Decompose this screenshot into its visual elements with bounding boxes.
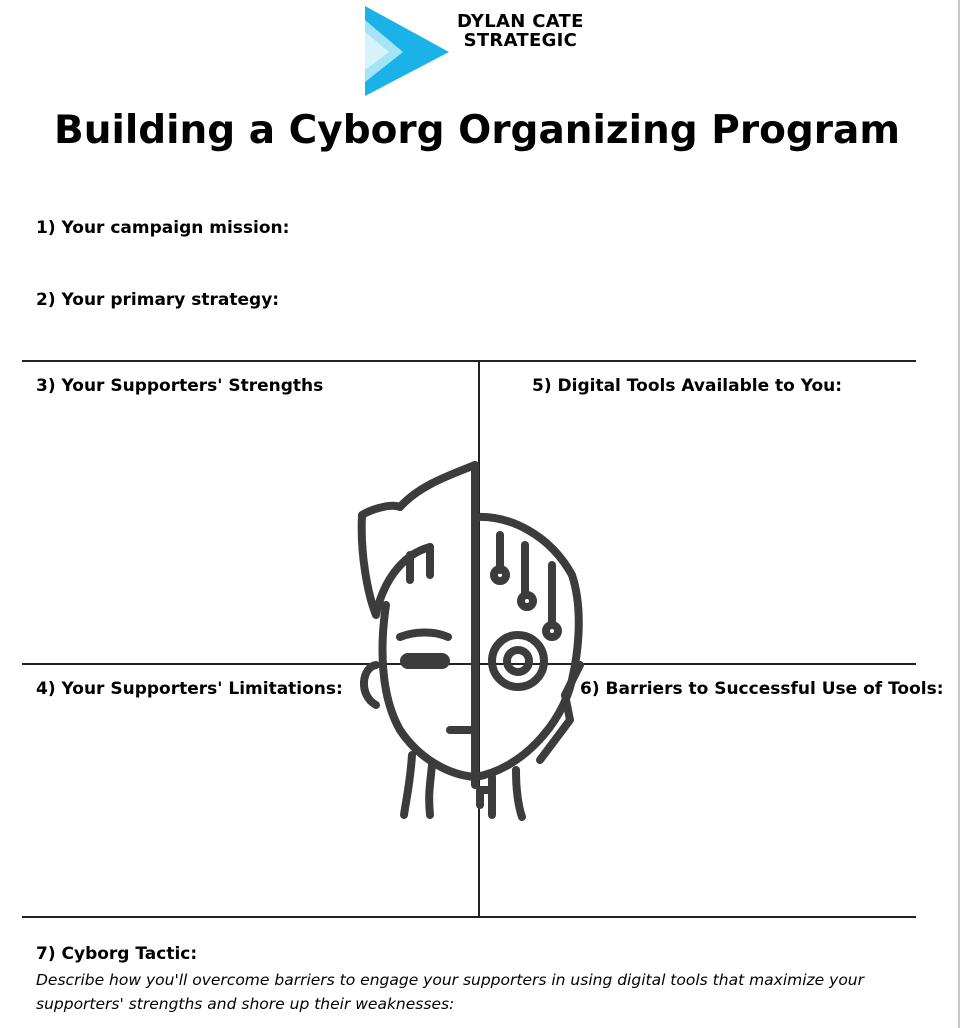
page-edge — [958, 0, 960, 1028]
cyborg-tactic-description: Describe how you'll overcome barriers to engage your supporters in using digital tools that maximize your supporters' strengths and shore up their weaknesses: — [36, 971, 865, 1013]
question-cyborg-tactic: 7) Cyborg Tactic: — [36, 944, 198, 964]
question-tool-barriers: 6) Barriers to Successful Use of Tools: — [580, 679, 944, 699]
question-supporters-strengths: 3) Your Supporters' Strengths — [36, 376, 324, 396]
page-title: Building a Cyborg Organizing Program — [54, 108, 900, 153]
question-campaign-mission: 1) Your campaign mission: — [36, 218, 290, 238]
cyborg-head-icon — [340, 455, 600, 835]
grid-bottom-line — [22, 916, 916, 918]
brand-logo — [363, 6, 603, 98]
grid-top-line — [22, 360, 916, 362]
question-supporters-limitations: 4) Your Supporters' Limitations: — [36, 679, 343, 699]
question-digital-tools: 5) Digital Tools Available to You: — [532, 376, 843, 396]
brand-line-2: STRATEGIC — [463, 30, 578, 51]
brand-line-1: DYLAN CATE — [457, 11, 584, 32]
play-triangle-icon — [363, 6, 453, 98]
question-primary-strategy: 2) Your primary strategy: — [36, 290, 280, 310]
brand-name — [457, 12, 584, 50]
